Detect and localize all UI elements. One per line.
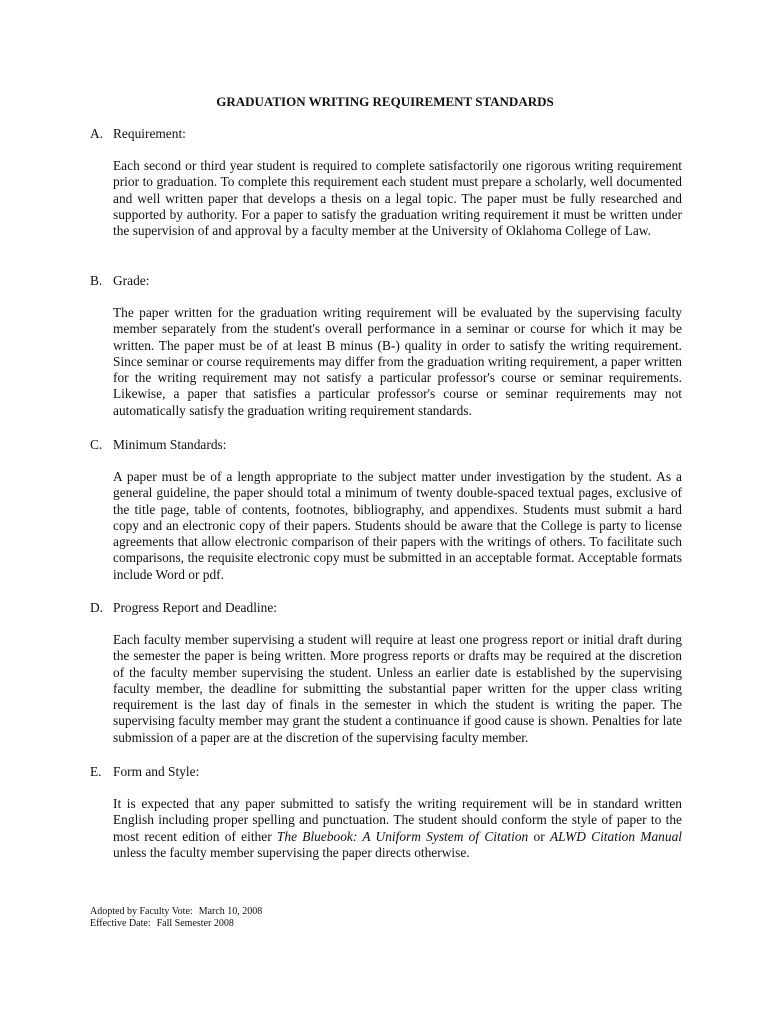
section-heading [90,764,682,780]
body-text: or [528,828,550,844]
section-progress-report [90,600,682,746]
section-grade [90,273,682,419]
section-letter: C. [90,437,103,452]
adopted-label: Adopted by Faculty Vote: [90,906,193,917]
section-heading-label: Form and Style: [113,764,200,779]
adopted-date: March 10, 2008 [198,906,263,917]
section-letter: E. [90,764,102,779]
section-body: The paper written for the graduation writing requirement will be evaluated by the supervising faculty member separately from the student's overall performance in a seminar or course for which it may be written. The paper must be of at least B minus (B-) quality in order to satisfy the writing requirement. Since seminar or course requirements may differ from the graduation writing requirement, a paper written for the writing requirement may not satisfy a particular professor's course or seminar requirements. Likewise, a paper that satisfies a particular professor's course or seminar requirements may not automatically satisfy the graduation writing requirement standards. [113,305,682,418]
effective-line [90,918,262,930]
section-form-and-style [90,764,682,861]
document-footer [90,906,262,930]
section-heading [90,437,682,453]
adopted-line [90,906,262,918]
alwd-citation: ALWD Citation Manual [549,828,682,844]
effective-label: Effective Date: [90,918,151,929]
section-heading-label: Requirement: [113,126,186,141]
section-body: A paper must be of a length appropriate to the subject matter under investigation by the student. As a general guideline, the paper should total a minimum of twenty double-spaced textual pages, exclusive of the title page, table of contents, footnotes, bibliography, and appendixes. Students must submit a hard copy and an electronic copy of their papers. Students should be aware that the College is party to license agreements that allow electronic comparison of their papers with the writings of others. To facilitate such comparisons, the requisite electronic copy must be submitted in an acceptable format. Acceptable formats include Word or pdf. [113,469,682,582]
section-body: Each faculty member supervising a student will require at least one progress report or initial draft during the semester the paper is being written. More progress reports or drafts may be required at the discretion of the faculty member supervising the student. Unless an earlier date is established by the supervising faculty member, the deadline for submitting the substantial paper written for the upper class writing requirement is the last day of finals in the semester in which the student is writing the paper. The supervising faculty member may grant the student a continuance if good cause is shown. Penalties for late submission of a paper are at the discretion of the supervising faculty member. [113,632,682,745]
section-heading-label: Minimum Standards: [113,437,227,452]
section-heading-label: Progress Report and Deadline: [113,600,277,615]
section-minimum-standards [90,437,682,583]
section-requirement [90,126,682,239]
document-title: GRADUATION WRITING REQUIREMENT STANDARDS [216,94,554,109]
body-text: unless the faculty member supervising the paper directs otherwise. [113,844,470,860]
section-heading [90,273,682,289]
section-letter: B. [90,273,103,288]
section-letter: D. [90,600,104,615]
bluebook-citation: The Bluebook: A Uniform System of Citation [276,828,529,844]
section-body [113,796,682,861]
body-text: It is expected that any paper submitted to satisfy the writing requirement will be in standard written English including proper spelling and punctuation. The student should conform the style of paper to the most recent edition of either [113,796,682,844]
section-body: Each second or third year student is required to complete satisfactorily one rigorous writing requirement prior to graduation. To complete this requirement each student must prepare a scholarly, well documented and well written paper that develops a thesis on a legal topic. The paper must be fully researched and supported by authority. For a paper to satisfy the graduation writing requirement it must be written under the supervision of and approval by a faculty member at the University of Oklahoma College of Law. [113,158,682,239]
section-heading [90,600,682,616]
section-heading-label: Grade: [113,273,150,288]
section-letter: A. [90,126,104,141]
effective-date: Fall Semester 2008 [156,918,234,929]
section-heading [90,126,682,142]
